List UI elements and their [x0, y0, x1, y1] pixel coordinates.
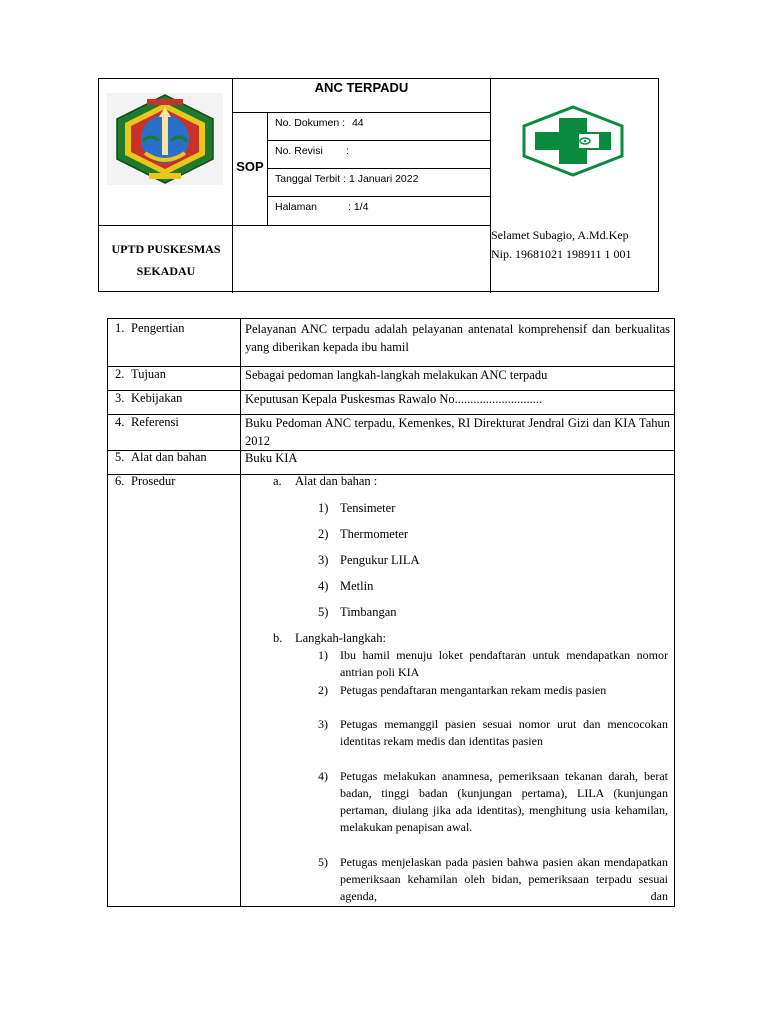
- tanggal-terbit-field: [275, 173, 418, 185]
- signer-nip: Nip. 19681021 198911 1 001: [491, 247, 632, 261]
- row-text-kebijakan: Keputusan Kepala Puskesmas Rawalo No............................: [245, 392, 543, 406]
- document-title: ANC TERPADU: [314, 80, 409, 95]
- no-revisi-label: No. Revisi: [275, 145, 323, 157]
- alat-item: 4) Metlin: [318, 579, 374, 593]
- row-label-tujuan: 2. Tujuan: [115, 367, 166, 381]
- prosedur-section-b: b. Langkah-langkah:: [273, 631, 386, 645]
- row-divider: [108, 474, 674, 475]
- tanggal-terbit-label: Tanggal Terbit :: [275, 173, 347, 185]
- prosedur-section-a: a. Alat dan bahan :: [273, 474, 378, 488]
- alat-item: 3) Pengukur LILA: [318, 553, 420, 567]
- row-text-pengertian: Pelayanan ANC terpadu adalah pelayanan antenatal komprehensif dan berkualitas yang diberikan kepada ibu hamil: [245, 322, 670, 354]
- org-line-2: SEKADAU: [136, 264, 196, 278]
- divider: [99, 225, 233, 226]
- row-text-alat-dan-bahan: Buku KIA: [245, 451, 298, 465]
- row-label-kebijakan: 3. Kebijakan: [115, 391, 183, 405]
- row-label-prosedur: 6. Prosedur: [115, 474, 176, 488]
- langkah-step: 2) Petugas pendaftaran mengantarkan rekam medis pasien: [318, 683, 607, 697]
- langkah-step: 3) Petugas memanggil pasien sesuai nomor urut dan mencocokan identitas rekam medis dan identitas pasien: [318, 717, 668, 748]
- row-text-referensi: Buku Pedoman ANC terpadu, Kemenkes, RI Direkturat Jendral Gizi dan KIA Tahun 2012: [245, 416, 670, 448]
- row-label-alat-dan-bahan: 5. Alat dan bahan: [115, 450, 207, 464]
- column-divider: [240, 319, 241, 906]
- alat-item: 2) Thermometer: [318, 527, 409, 541]
- sop-label: SOP: [236, 159, 264, 174]
- puskesmas-logo: [521, 104, 625, 178]
- no-dokumen-value: 44: [351, 117, 364, 129]
- signer-block: [491, 226, 632, 264]
- organization-name: [99, 229, 233, 293]
- row-text-tujuan: Sebagai pedoman langkah-langkah melakukan ANC terpadu: [245, 368, 548, 382]
- no-dokumen-label: No. Dokumen :: [275, 117, 346, 129]
- sop-header: [98, 78, 659, 292]
- halaman-label: Halaman: [275, 201, 318, 213]
- langkah-step: 1) Ibu hamil menuju loket pendaftaran untuk mendapatkan nomor antrian poli KIA: [318, 648, 668, 679]
- langkah-step: 5) Petugas menjelaskan pada pasien bahwa pasien akan mendapatkan pemeriksaan kehamilan oleh bidan, pemeriksaan terpadu sesuai agenda, dan: [318, 855, 668, 903]
- langkah-step: 4) Petugas melakukan anamnesa, pemeriksaan tekanan darah, berat badan, tinggi badan (kunjungan pertama), LILA (kunjungan pertaman, diulang jika ada identitas), menghitung usia kehamilan, melakukan penapisan awal.: [318, 769, 668, 834]
- halaman-field: [275, 201, 368, 213]
- divider: [233, 225, 490, 226]
- alat-item: 1) Tensimeter: [318, 501, 396, 515]
- row-label-pengertian: 1. Pengertian: [115, 321, 185, 335]
- divider: [267, 140, 490, 141]
- district-emblem-logo: [107, 93, 223, 185]
- divider: [267, 168, 490, 169]
- halaman-value: : 1/4: [348, 201, 369, 213]
- tanggal-terbit-value: 1 Januari 2022: [348, 173, 419, 185]
- org-line-1: UPTD PUSKESMAS: [111, 242, 221, 256]
- no-dokumen-field: [275, 117, 364, 129]
- no-revisi-field: [275, 145, 349, 157]
- signer-name: Selamet Subagio, A.Md.Kep: [491, 228, 629, 242]
- sop-content-table: [107, 318, 675, 907]
- no-revisi-value: :: [346, 145, 349, 157]
- alat-item: 5) Timbangan: [318, 605, 397, 619]
- divider: [267, 196, 490, 197]
- row-label-referensi: 4. Referensi: [115, 415, 179, 429]
